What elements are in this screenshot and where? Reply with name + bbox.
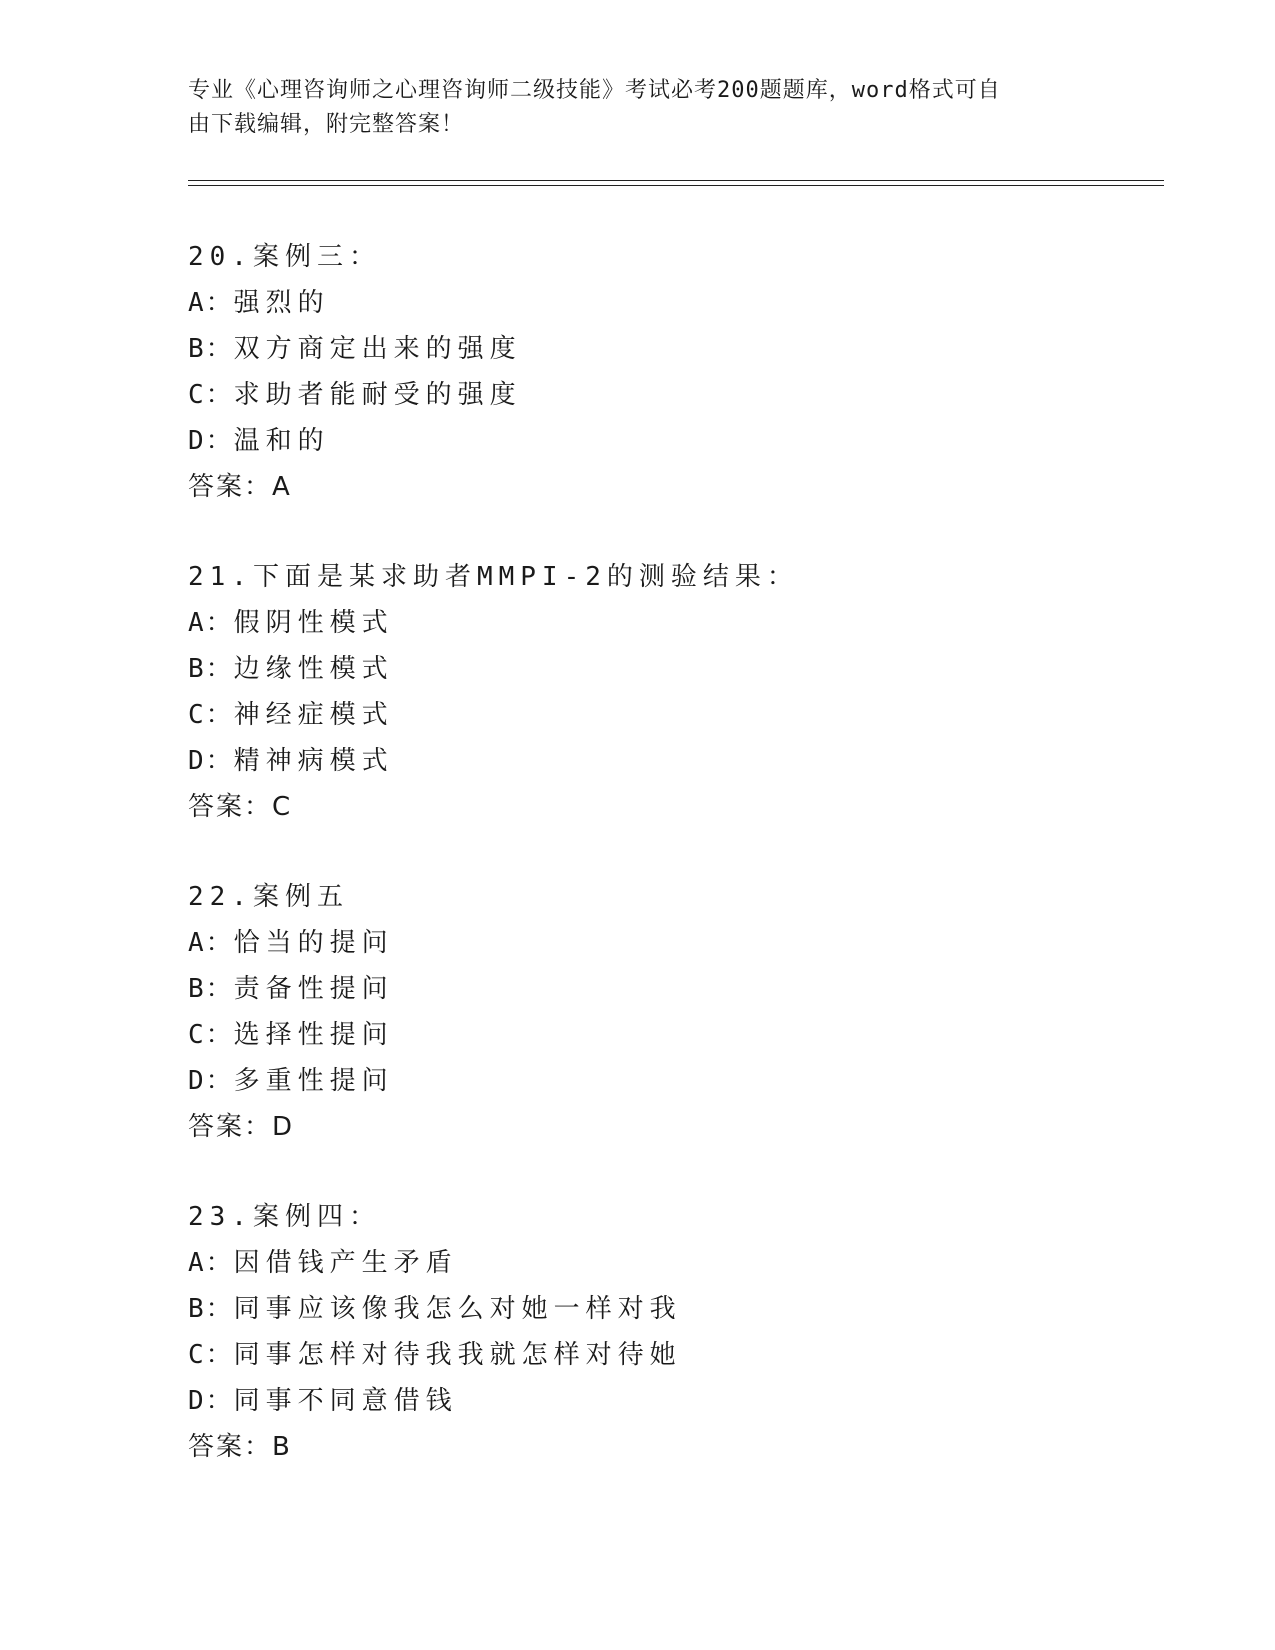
option-c xyxy=(188,1332,1138,1378)
option-text: 同事怎样对待我我就怎样对待她 xyxy=(233,1340,682,1370)
option-text: 神经症模式 xyxy=(233,700,394,730)
option-text: 同事不同意借钱 xyxy=(233,1386,458,1416)
option-text: 因借钱产生矛盾 xyxy=(233,1248,458,1278)
question-stem: 21.下面是某求助者MMPI-2的测验结果： xyxy=(188,562,799,592)
option-text: 同事应该像我怎么对她一样对我 xyxy=(233,1294,682,1324)
question-stem: 20.案例三： xyxy=(188,242,381,272)
question-stem: 22.案例五 xyxy=(188,882,349,912)
document-header xyxy=(188,74,1088,142)
header-divider-bottom xyxy=(188,185,1164,186)
option-text: 恰当的提问 xyxy=(233,928,394,958)
question-list xyxy=(188,234,1138,1514)
option-a xyxy=(188,600,1138,646)
option-text: 温和的 xyxy=(233,426,330,456)
option-letter: A： xyxy=(188,1248,234,1278)
option-c xyxy=(188,692,1138,738)
option-text: 求助者能耐受的强度 xyxy=(233,380,522,410)
option-text: 多重性提问 xyxy=(233,1066,394,1096)
option-text: 精神病模式 xyxy=(233,746,394,776)
option-text: 边缘性模式 xyxy=(233,654,394,684)
option-d xyxy=(188,1058,1138,1104)
option-letter: A： xyxy=(188,928,234,958)
option-a xyxy=(188,1240,1138,1286)
option-text: 选择性提问 xyxy=(233,1020,394,1050)
question-22 xyxy=(188,874,1138,1150)
option-b xyxy=(188,326,1138,372)
option-letter: D： xyxy=(188,1066,234,1096)
option-a xyxy=(188,920,1138,966)
option-c xyxy=(188,372,1138,418)
option-letter: A： xyxy=(188,608,234,638)
option-letter: C： xyxy=(188,1340,234,1370)
option-letter: A： xyxy=(188,288,234,318)
option-text: 责备性提问 xyxy=(233,974,394,1004)
option-text: 双方商定出来的强度 xyxy=(233,334,522,364)
option-text: 强烈的 xyxy=(233,288,330,318)
option-b xyxy=(188,646,1138,692)
option-d xyxy=(188,418,1138,464)
option-b xyxy=(188,966,1138,1012)
option-letter: B： xyxy=(188,1294,234,1324)
option-letter: D： xyxy=(188,746,234,776)
answer-line: 答案：C xyxy=(188,792,293,822)
option-b xyxy=(188,1286,1138,1332)
question-stem: 23.案例四： xyxy=(188,1202,381,1232)
option-a xyxy=(188,280,1138,326)
option-letter: B： xyxy=(188,974,234,1004)
option-letter: D： xyxy=(188,426,234,456)
answer-line: 答案：B xyxy=(188,1432,292,1462)
question-21 xyxy=(188,554,1138,830)
option-letter: C： xyxy=(188,380,234,410)
header-divider-top xyxy=(188,180,1164,181)
option-text: 假阴性模式 xyxy=(233,608,394,638)
option-letter: B： xyxy=(188,334,234,364)
question-23 xyxy=(188,1194,1138,1470)
header-line-1: 专业《心理咨询师之心理咨询师二级技能》考试必考200题题库，word格式可自 xyxy=(188,78,1001,103)
option-d xyxy=(188,1378,1138,1424)
answer-line: 答案：A xyxy=(188,472,292,502)
question-20 xyxy=(188,234,1138,510)
header-line-2: 由下载编辑，附完整答案！ xyxy=(188,112,465,137)
option-letter: D： xyxy=(188,1386,234,1416)
option-letter: C： xyxy=(188,700,234,730)
option-d xyxy=(188,738,1138,784)
option-letter: C： xyxy=(188,1020,234,1050)
option-letter: B： xyxy=(188,654,234,684)
option-c xyxy=(188,1012,1138,1058)
answer-line: 答案：D xyxy=(188,1112,295,1142)
